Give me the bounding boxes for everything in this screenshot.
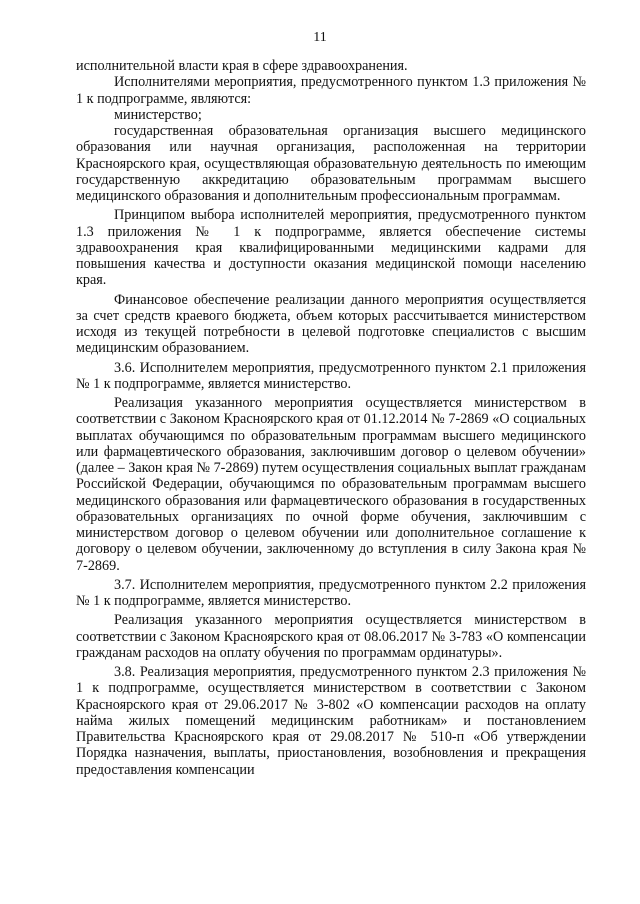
paragraph-1: исполнительной власти края в сфере здравоохранения.	[76, 58, 408, 74]
paragraph-8: Реализация указанного мероприятия осуществляется министерством в соответствии с Законом Красноярского края от 01.12.2014 № 7-2869 «О социальных выплатах обучающимся по образовательным программам высшего медицинского или фармацевтического образования, заключившим договор о целевом обучении» (далее – Закон края № 7-2869) путем осуществления социальных выплат гражданам Российской Федерации, обучающимся по образовательным программам высшего медицинского образования или фармацевтического образования в государственных образовательных организациях по очной форме обучения, заключившим с министерством договор о целевом обучении или дополнительное соглашение к договору о целевом обучении, заключенному до вступления в силу Закона края № 7-2869.	[76, 395, 586, 574]
paragraph-7: 3.6. Исполнителем мероприятия, предусмотренного пунктом 2.1 приложения № 1 к подпрограмме, является министерство.	[76, 359, 586, 392]
paragraph-6: Финансовое обеспечение реализации данного мероприятия осуществляется за счет средств краевого бюджета, объем которых рассчитывается министерством исходя из текущей потребности в целевой подготовке специалистов с высшим медицинским образованием.	[76, 291, 586, 357]
paragraph-4: государственная образовательная организация высшего медицинского образования или научная организация, расположенная на территории Красноярского края, осуществляющая образовательную деятельность по имеющим государственную аккредитацию образовательным программам высшего медицинского образования и дополнительным профессиональным программам.	[76, 123, 586, 204]
paragraph-5: Принципом выбора исполнителей мероприятия, предусмотренного пунктом 1.3 приложения № 1 к подпрограмме, является обеспечение системы здравоохранения края квалифицированными медицинскими кадрами для повышения качества и доступности оказания медицинской помощи населению края.	[76, 207, 586, 289]
paragraph-2: Исполнителями мероприятия, предусмотренного пунктом 1.3 приложения № 1 к подпрограмме, являются:	[76, 74, 586, 107]
paragraph-10: Реализация указанного мероприятия осуществляется министерством в соответствии с Законом Красноярского края от 08.06.2017 № 3-783 «О компенсации гражданам расходов на оплату обучения по программам ординатуры».	[76, 612, 586, 661]
page-number: 11	[313, 30, 327, 45]
paragraph-3: министерство;	[114, 106, 202, 123]
paragraph-9: 3.7. Исполнителем мероприятия, предусмотренного пунктом 2.2 приложения № 1 к подпрограмме, является министерство.	[76, 576, 586, 609]
paragraph-11: 3.8. Реализация мероприятия, предусмотренного пунктом 2.3 приложения № 1 к подпрограмме, осуществляется министерством в соответствии с Законом Красноярского края от 29.06.2017 № 3-802 «О компенсации расходов на оплату найма жилых помещений медицинским работникам» и постановлением Правительства Красноярского края от 29.08.2017 № 510-п «Об утверждении Порядка назначения, выплаты, приостановления, возобновления и прекращения предоставления компенсации	[76, 664, 586, 778]
document-body	[76, 58, 586, 778]
